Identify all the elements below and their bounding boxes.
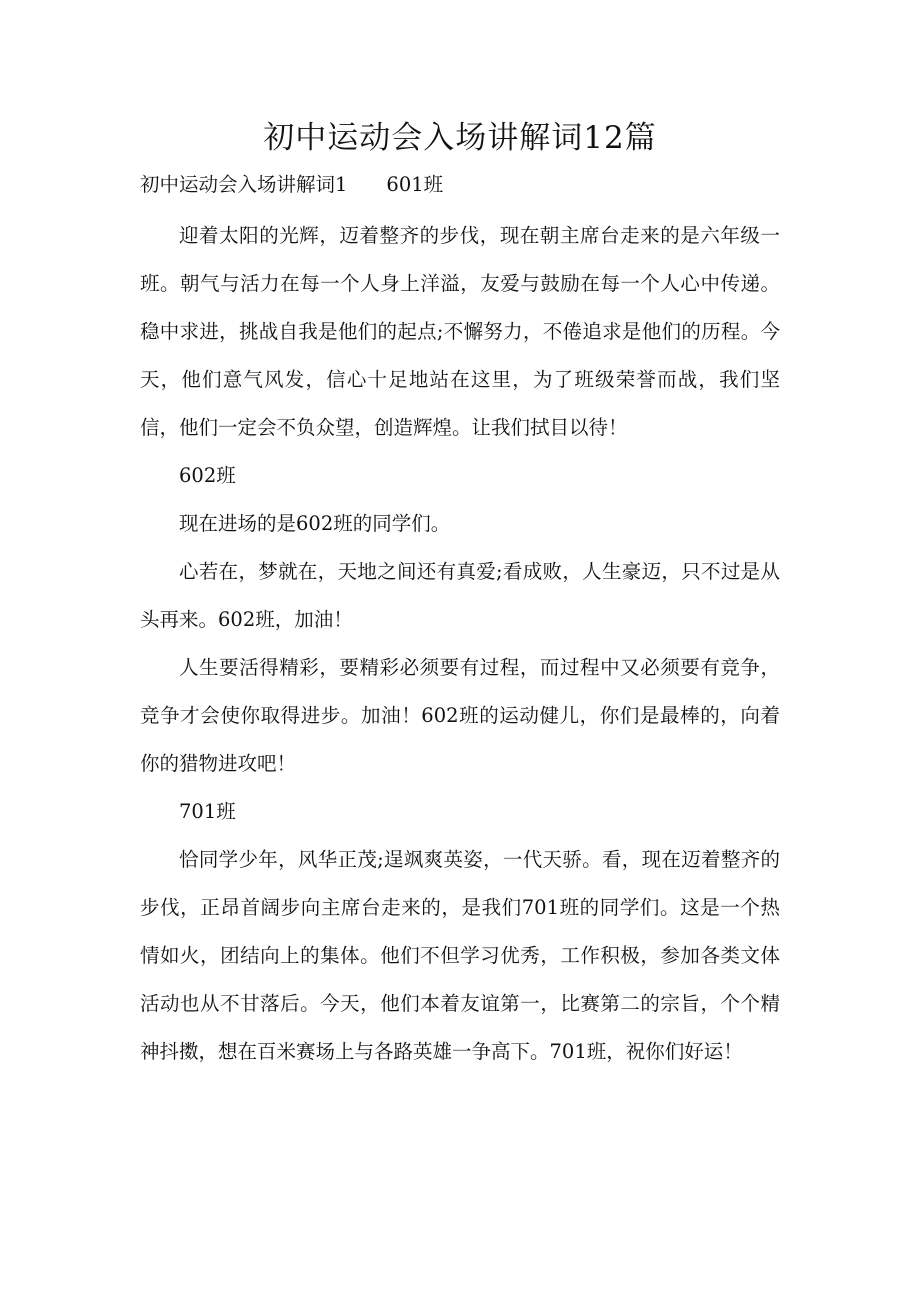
paragraph-602-heading: 602班 xyxy=(179,464,236,487)
paragraph-701-heading: 701班 xyxy=(179,800,236,823)
paragraph-701-intro: 恰同学少年，风华正茂;逞飒爽英姿，一代天骄。看，现在迈着整齐的步伐，正昂首阔步向主席台走来的，是我们701班的同学们。这是一个热情如火，团结向上的集体。他们不但学习优秀，工作积极，参加各类文体活动也从不甘落后。今天，他们本着友谊第一，比赛第二的宗旨，个个精神抖擞，想在百米赛场上与各路英雄一争高下。701班，祝你们好运！ xyxy=(140,848,780,1063)
document-title: 初中运动会入场讲解词12篇 xyxy=(263,120,657,156)
paragraph-602-cheer: 人生要活得精彩，要精彩必须要有过程，而过程中又必须要有竞争，竞争才会使你取得进步。加油！602班的运动健儿，你们是最棒的，向着你的猎物进攻吧！ xyxy=(140,656,780,775)
paragraph-601-intro: 迎着太阳的光辉，迈着整齐的步伐，现在朝主席台走来的是六年级一班。朝气与活力在每一个人身上洋溢，友爱与鼓励在每一个人心中传递。稳中求进，挑战自我是他们的起点;不懈努力，不倦追求是他们的历程。今天，他们意气风发，信心十足地站在这里，为了班级荣誉而战，我们坚信，他们一定会不负众望，创造辉煌。让我们拭目以待！ xyxy=(140,224,780,439)
document-body xyxy=(140,212,780,1076)
section-heading-601: 初中运动会入场讲解词1 601班 xyxy=(140,173,444,196)
paragraph-602-slogan: 心若在，梦就在，天地之间还有真爱;看成败，人生豪迈，只不过是从头再来。602班，加油！ xyxy=(140,560,780,631)
paragraph-602-intro: 现在进场的是602班的同学们。 xyxy=(179,512,451,535)
